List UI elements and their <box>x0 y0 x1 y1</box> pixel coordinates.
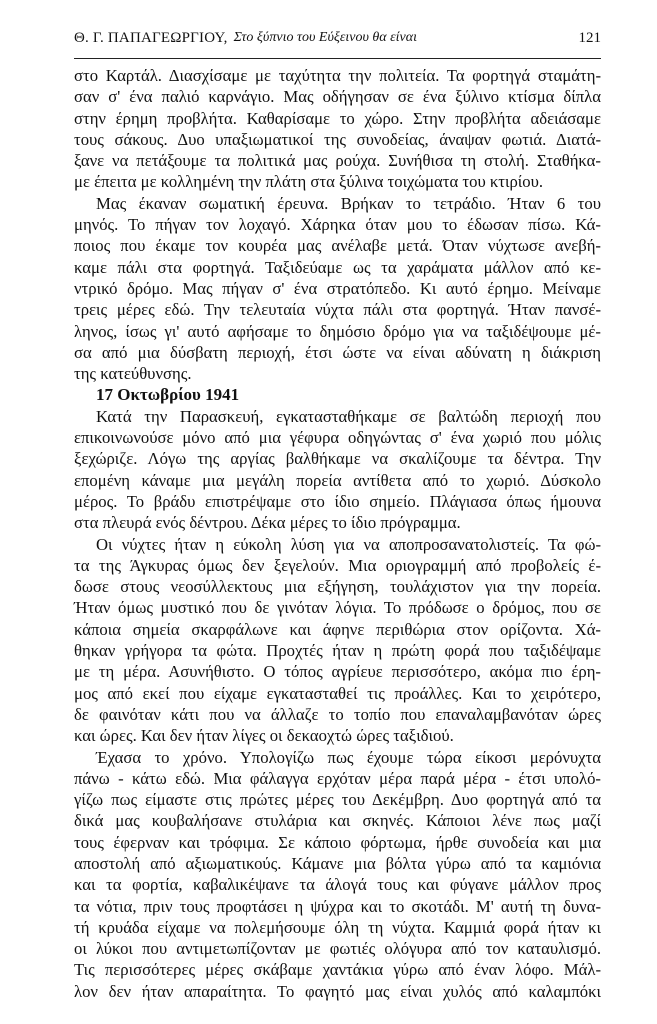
text-line: γίζω πως είμαστε στις πρώτες μέρες του Δεκέμβρη. Δυο φορτηγά από τα <box>74 790 601 810</box>
header-book-title: Στο ξύπνιο του Εύξεινου θα είναι <box>233 30 418 45</box>
text-line: επομένη κάναμε μια μεγάλη πορεία αντίθετα από το χωριό. Δύσκολο <box>74 470 601 490</box>
text-line: με έπειτα με κολλημένη την πλάτη στα ξύλινα τοιχώματα του κτιρίου. <box>74 172 544 192</box>
text-line: οι λύκοι που αντιμετωπίζονταν με φωτιές ολόγυρα από τον καταυλισμό. <box>74 939 601 959</box>
page-number: 121 <box>578 30 601 46</box>
text-line: επικοινωνούσε μόνο από μια γέφυρα οδηγώντας σ' ένα χωριό που μόλις <box>74 428 601 448</box>
paragraph <box>74 406 601 534</box>
text-line: σαν σ' ένα παλιό καρνάγιο. Μας οδήγησαν σε ένα ξύλινο κτίσμα δίπλα <box>74 87 601 107</box>
text-line: αποστολή από αξιωματικούς. Κάμανε μια βόλτα γύρω από τα καμιόνια <box>74 853 601 873</box>
text-line: με τη μέρα. Ασυνήθιστο. Ο τόπος αγρίευε περισσότερο, ακόμα πιο έρη- <box>74 662 601 682</box>
text-line: Έχασα το χρόνο. Υπολογίζω πως έχουμε τώρα είκοσι μερόνυχτα <box>96 747 601 767</box>
header-author: Θ. Γ. ΠΑΠΑΓΕΩΡΓΙΟΥ, <box>74 30 228 46</box>
text-line: Οι νύχτες ήταν η εύκολη λύση για να αποπροσανατολιστείς. Τα φώ- <box>96 534 601 554</box>
header-rule <box>74 58 601 59</box>
text-line: στα πλευρά ενός δέντρου. Δέκα μέρες το ίδιο πρόγραμμα. <box>74 513 461 533</box>
text-line: στην έρημη προβλήτα. Καθαρίσαμε το χώρο. Στην προβλήτα αδειάσαμε <box>74 108 601 128</box>
text-line: μος από εκεί που είχαμε εγκατασταθεί τις προάλλες. Και το χειρότερο, <box>74 683 601 703</box>
text-line: τους έφερναν και τρόφιμα. Σε κάποιο φόρτωμα, ήρθε συνοδεία και μια <box>74 832 601 852</box>
paragraph <box>74 534 601 747</box>
text-line: Μας έκαναν σωματική έρευνα. Βρήκαν το τετράδιο. Ήταν 6 του <box>96 193 601 213</box>
entry-date-heading: 17 Οκτωβρίου 1941 <box>96 385 240 405</box>
text-line: τρεις μέρες εδώ. Την τελευταία νύχτα πάλι στα φορτηγά. Ήταν πανσέ- <box>74 300 601 320</box>
text-line: δικά μας κουβαλήσανε στυλάρια και σκηνές. Κάποιοι λένε πως μαζί <box>74 811 601 831</box>
text-line: ξανε να πετάξουμε τα πολιτικά μας ρούχα. Συνήθισα τη στολή. Σταθήκα- <box>74 151 601 171</box>
text-line: και τα φορτία, καβαλικέψανε τα άλογά τους και φύγανε μάλλον προς <box>74 875 601 895</box>
text-line: σα από μια δύσβατη περιοχή, έτσι ώστε να είναι αδύνατη η διάκριση <box>74 342 601 362</box>
text-line: στο Καρτάλ. Διασχίσαμε με ταχύτητα την πολιτεία. Τα φορτηγά σταμάτη- <box>74 66 601 85</box>
text-line: τους σάκους. Δυο υπαξιωματικοί της συνοδείας, άναψαν φωτιά. Διατά- <box>74 129 601 149</box>
text-line: κάποια σημεία σκαρφάλωνε και άφηνε περιθώρια στον ορίζοντα. Χά- <box>74 619 601 639</box>
text-line: λον δεν ήταν απαραίτητα. Το φαγητό μας είναι χυλός από καλαμπόκι <box>74 981 601 1001</box>
text-line: Ήταν όμως μυστικό που δε γινόταν λόγια. Το πρόδωσε ο δρόμος, που σε <box>74 598 601 618</box>
text-line: της κατεύθυνσης. <box>74 364 192 384</box>
text-line: και ώρες. Και δεν ήταν λίγες οι δεκαοχτώ ώρες ταξιδιού. <box>74 726 454 746</box>
text-line: δωσε στους νεοσύλλεκτους μια εξήγηση, τουλάχιστον για την πορεία. <box>74 577 601 597</box>
paragraph <box>74 747 601 1003</box>
text-line: θηκαν γρήγορα τα φώτα. Προχτές ήταν η πρώτη φορά που ταξιδέψαμε <box>74 641 601 661</box>
text-line: πάνω - κάτω εδώ. Μια φάλαγγα ερχόταν μέρα παρά μέρα - έτσι υπολό- <box>74 768 601 788</box>
paragraph <box>74 65 601 193</box>
text-line: ποιος που έκαμε τον κουρέα μας ανέλαβε μετά. Όταν νύχτωσε ανεβή- <box>74 236 601 256</box>
text-line: μέρος. Το βράδυ επιστρέψαμε στο ίδιο σημείο. Πλάγιασα όπως ήμουνα <box>74 491 601 511</box>
text-line: ντρικό δρόμο. Μας πήγαν σ' ένα στρατόπεδο. Κι αυτό έρημο. Μείναμε <box>74 278 601 298</box>
text-line: μηνός. Το πήγαν τον λοχαγό. Χάρηκα όταν μου το έδωσαν πίσω. Κά- <box>74 215 601 235</box>
running-header <box>74 30 601 52</box>
text-line: τα της Άγκυρας όμως δεν ξεγελούν. Μια οριογραμμή από προβολείς έ- <box>74 555 601 575</box>
text-line: δε φαινόταν κάτι που να άλλαζε το τοπίο που επαναλαμβανόταν ώρες <box>74 704 601 724</box>
text-line: ξεχώριζε. Λόγω της αργίας βαλθήκαμε να σκαλίζουμε τα δέντρα. Την <box>74 449 601 469</box>
text-line: καμε πάλι στα φορτηγά. Ταξιδεύαμε ως τα χαράματα μάλλον από κε- <box>74 257 601 277</box>
paragraph <box>74 193 601 385</box>
text-line: Τις περισσότερες μέρες σκάβαμε χαντάκια γύρω από έναν λόφο. Μάλ- <box>74 960 601 980</box>
text-line: ληνος, ίσως γι' αυτό αφήσαμε το δημόσιο δρόμο για να ταξιδέψουμε μέ- <box>74 321 601 341</box>
text-line: τα νότια, πριν τους προφτάσει η ψύχρα και το σκοτάδι. Μ' αυτή τη δυνα- <box>74 896 601 916</box>
text-line: Κατά την Παρασκευή, εγκατασταθήκαμε σε βαλτώδη περιοχή που <box>96 406 601 426</box>
body-text <box>74 65 601 1002</box>
text-line: τή κρυάδα είχαμε να πολεμήσουμε όλη τη νύχτα. Καμμιά φορά ήταν κι <box>74 917 601 937</box>
header-left <box>74 30 417 47</box>
